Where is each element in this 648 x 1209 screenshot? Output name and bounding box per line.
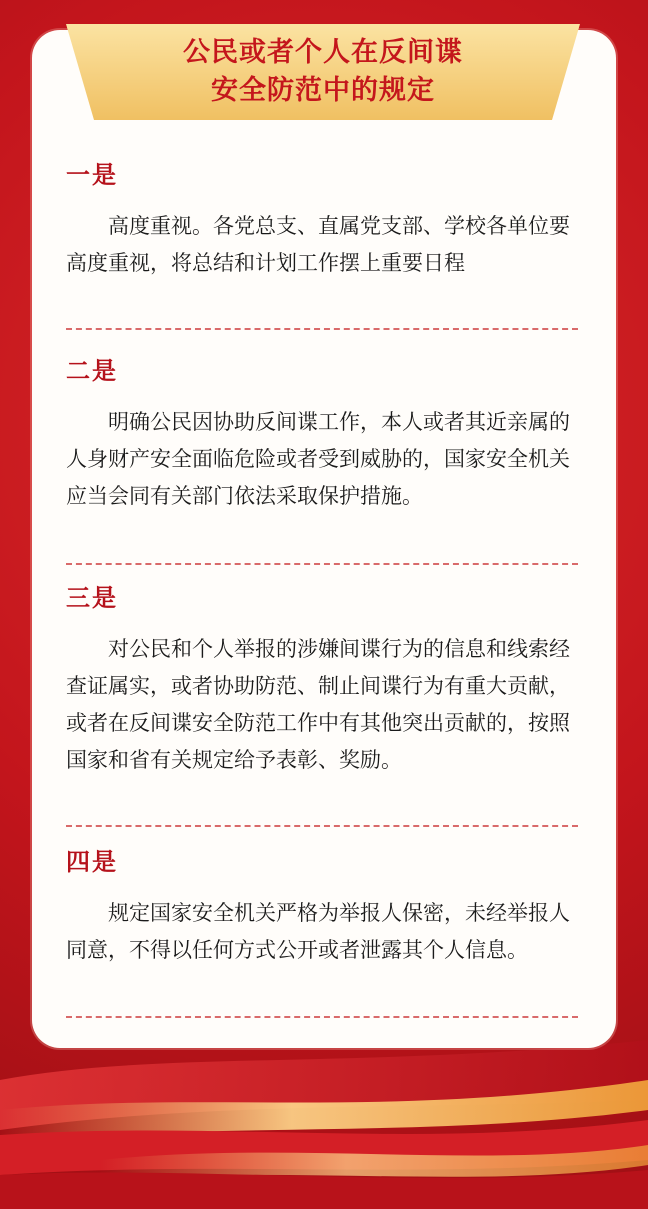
section-body: 规定国家安全机关严格为举报人保密，未经举报人同意，不得以任何方式公开或者泄露其个人信息。 xyxy=(66,901,570,962)
section-heading: 三是 xyxy=(66,584,118,612)
title-line-2: 安全防范中的规定 xyxy=(211,75,435,106)
section-heading: 四是 xyxy=(66,848,118,876)
title-banner xyxy=(66,24,580,120)
section-1 xyxy=(66,160,580,282)
ribbon-decoration xyxy=(0,1040,648,1209)
section-heading: 一是 xyxy=(66,161,118,189)
section-body: 对公民和个人举报的涉嫌间谍行为的信息和线索经查证属实，或者协助防范、制止间谍行为有重大贡献，或者在反间谍安全防范工作中有其他突出贡献的，按照国家和省有关规定给予表彰、奖励。 xyxy=(66,637,570,772)
section-4 xyxy=(66,847,580,969)
title-line-1: 公民或者个人在反间谍 xyxy=(183,37,463,68)
dashed-divider xyxy=(66,1016,578,1018)
dashed-divider xyxy=(66,328,578,330)
dashed-divider xyxy=(66,825,578,827)
section-body: 明确公民因协助反间谍工作，本人或者其近亲属的人身财产安全面临危险或者受到威胁的，国家安全机关应当会同有关部门依法采取保护措施。 xyxy=(66,410,570,508)
section-2 xyxy=(66,356,580,515)
dashed-divider xyxy=(66,563,578,565)
section-heading: 二是 xyxy=(66,357,118,385)
page-title xyxy=(66,34,580,110)
section-3 xyxy=(66,583,580,779)
section-body: 高度重视。各党总支、直属党支部、学校各单位要高度重视，将总结和计划工作摆上重要日程 xyxy=(66,214,570,275)
